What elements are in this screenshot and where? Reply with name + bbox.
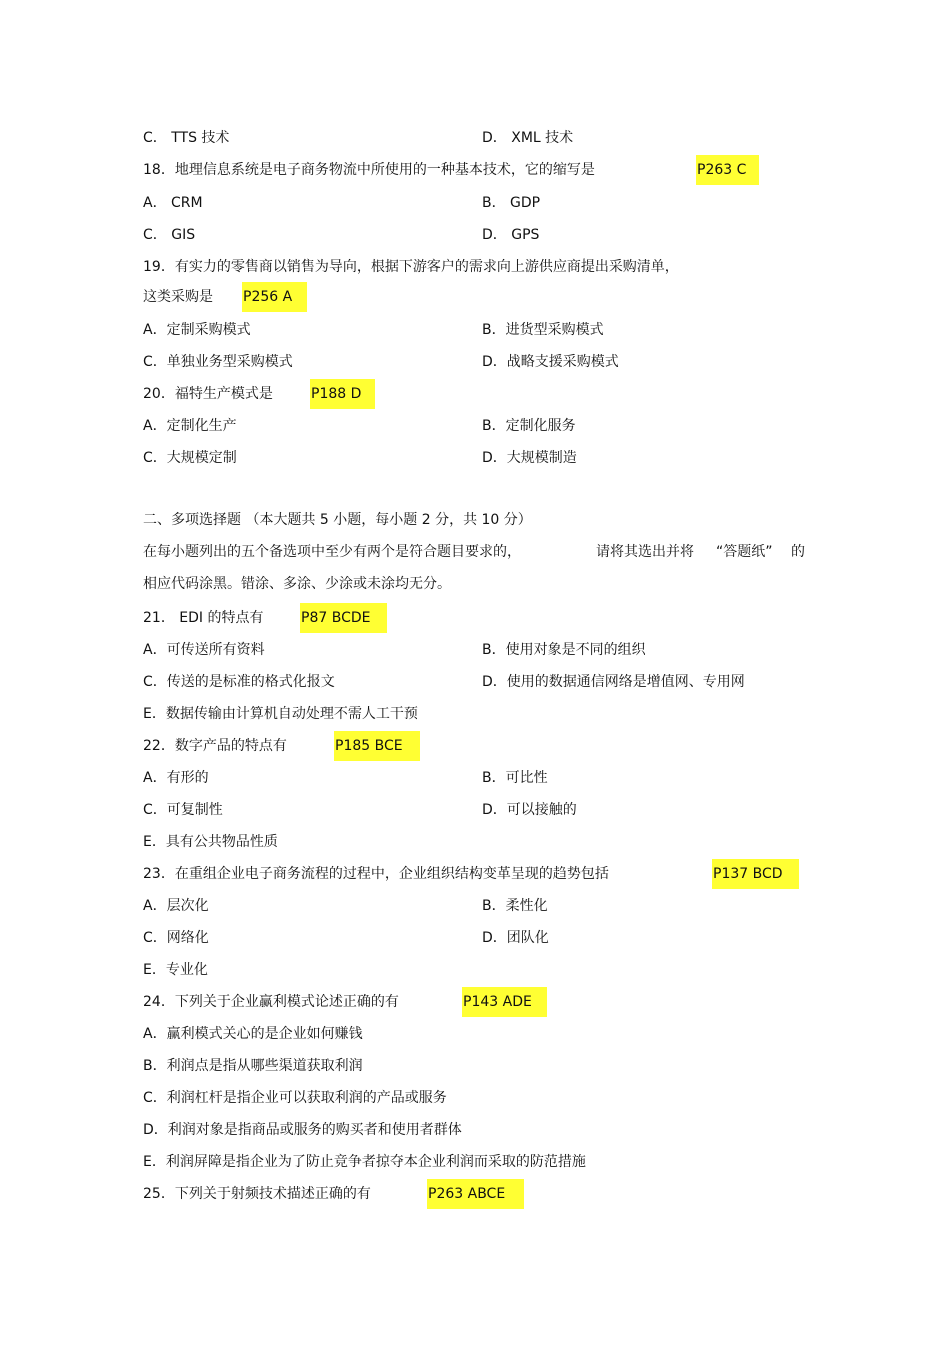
q19-option-c: C．单独业务型采购模式	[143, 354, 293, 370]
q23-option-d: D．团队化	[482, 930, 549, 946]
answer-highlight-18: P263 C	[696, 155, 759, 185]
q21-option-e: E．数据传输由计算机自动处理不需人工干预	[143, 706, 418, 722]
question-18: 18．地理信息系统是电子商务物流中所使用的一种基本技术，它的缩写是	[143, 162, 595, 178]
section-instructions-cont: 相应代码涂黑。错涂、多涂、少涂或未涂均无分。	[143, 576, 451, 592]
answer-highlight-24: P143 ADE	[462, 987, 547, 1017]
question-20: 20．福特生产模式是	[143, 386, 273, 402]
q18-option-d: D． GPS	[482, 227, 540, 243]
answer-highlight-20: P188 D	[310, 379, 375, 409]
question-19-cont: 这类采购是	[143, 289, 213, 305]
q24-option-a: A．赢利模式关心的是企业如何赚钱	[143, 1026, 363, 1042]
section-instructions-part4: 的	[791, 544, 805, 560]
answer-highlight-22: P185 BCE	[334, 731, 420, 761]
answer-highlight-25: P263 ABCE	[427, 1179, 524, 1209]
q22-option-d: D．可以接触的	[482, 802, 577, 818]
answer-highlight-23: P137 BCD	[712, 859, 799, 889]
option-c-text: C． TTS 技术	[143, 130, 230, 146]
section-heading: 二、多项选择题 （本大题共 5 小题，每小题 2 分，共 10 分）	[143, 512, 532, 528]
q23-option-a: A．层次化	[143, 898, 209, 914]
q22-option-b: B．可比性	[482, 770, 548, 786]
q20-option-d: D．大规模制造	[482, 450, 577, 466]
q24-option-d: D．利润对象是指商品或服务的购买者和使用者群体	[143, 1122, 462, 1138]
question-21: 21． EDI 的特点有	[143, 610, 264, 626]
option-d-text: D． XML 技术	[482, 130, 574, 146]
question-22: 22．数字产品的特点有	[143, 738, 287, 754]
q21-option-c: C．传送的是标准的格式化报文	[143, 674, 335, 690]
question-24: 24．下列关于企业赢利模式论述正确的有	[143, 994, 399, 1010]
q24-option-e: E．利润屏障是指企业为了防止竞争者掠夺本企业利润而采取的防范措施	[143, 1154, 586, 1170]
q21-option-b: B．使用对象是不同的组织	[482, 642, 646, 658]
q24-option-b: B．利润点是指从哪些渠道获取利润	[143, 1058, 363, 1074]
q22-option-e: E．具有公共物品性质	[143, 834, 278, 850]
q18-option-c: C． GIS	[143, 227, 196, 243]
q19-option-b: B．进货型采购模式	[482, 322, 604, 338]
q20-option-b: B．定制化服务	[482, 418, 576, 434]
q23-option-e: E．专业化	[143, 962, 208, 978]
q19-option-d: D．战略支援采购模式	[482, 354, 619, 370]
q18-option-a: A． CRM	[143, 195, 203, 211]
q22-option-a: A．有形的	[143, 770, 209, 786]
answer-highlight-19: P256 A	[242, 282, 307, 312]
question-19: 19．有实力的零售商以销售为导向，根据下游客户的需求向上游供应商提出采购清单，	[143, 259, 679, 275]
section-instructions-part3: “答题纸”	[716, 544, 773, 560]
q21-option-a: A．可传送所有资料	[143, 642, 265, 658]
question-23: 23．在重组企业电子商务流程的过程中，企业组织结构变革呈现的趋势包括	[143, 866, 609, 882]
section-instructions-part2: 请将其选出并将	[596, 544, 694, 560]
q24-option-c: C．利润杠杆是指企业可以获取利润的产品或服务	[143, 1090, 447, 1106]
q22-option-c: C．可复制性	[143, 802, 223, 818]
q19-option-a: A．定制采购模式	[143, 322, 251, 338]
q23-option-c: C．网络化	[143, 930, 209, 946]
q18-option-b: B． GDP	[482, 195, 541, 211]
answer-highlight-21: P87 BCDE	[300, 603, 387, 633]
section-instructions: 在每小题列出的五个备选项中至少有两个是符合题目要求的，	[143, 544, 521, 560]
q20-option-a: A．定制化生产	[143, 418, 237, 434]
question-25: 25．下列关于射频技术描述正确的有	[143, 1186, 371, 1202]
q20-option-c: C．大规模定制	[143, 450, 237, 466]
q21-option-d: D．使用的数据通信网络是增值网、专用网	[482, 674, 745, 690]
q23-option-b: B．柔性化	[482, 898, 548, 914]
